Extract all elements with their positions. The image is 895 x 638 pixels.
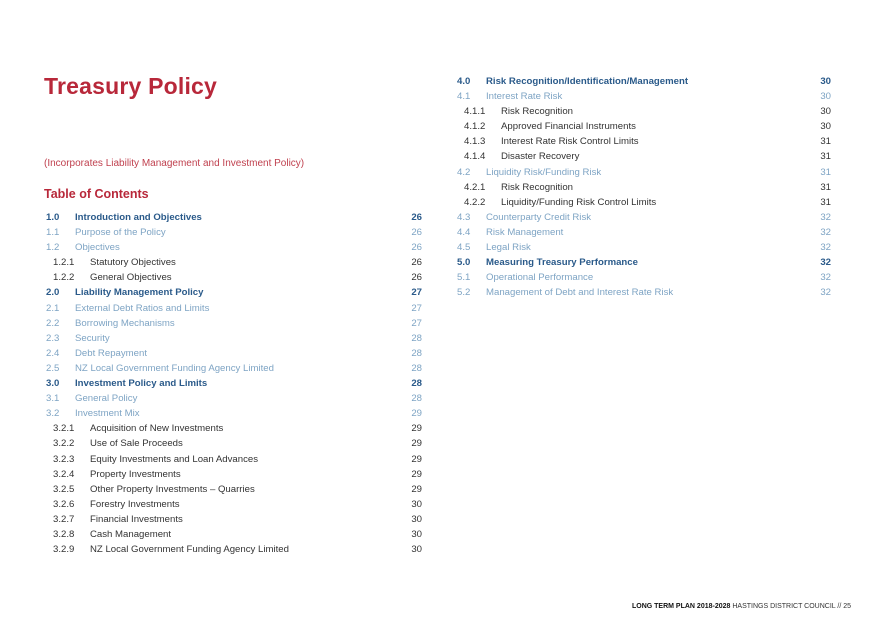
toc-entry-page: 29 [411,483,422,495]
toc-entry-page: 30 [411,513,422,525]
toc-entry[interactable] [44,376,422,391]
footer-plan-title: LONG TERM PLAN 2018-2028 [631,603,731,610]
toc-entry[interactable] [44,270,422,285]
toc-entry-number: 4.0 [457,76,471,87]
toc-entry[interactable] [455,225,831,240]
toc-entry[interactable] [44,391,422,406]
toc-entry[interactable] [455,270,831,285]
toc-entry-number: 3.2.7 [53,513,75,525]
toc-entry-number: 2.1 [46,302,60,314]
toc-entry-label: General Policy [75,393,138,405]
toc-entry-number: 1.2.2 [53,272,75,284]
toc-entry[interactable] [44,225,422,240]
toc-entry-number: 2.2 [46,317,60,329]
toc-entry[interactable] [44,285,422,300]
toc-entry-number: 2.0 [46,287,60,299]
toc-entry[interactable] [455,180,831,195]
toc-entry[interactable] [44,436,422,451]
toc-entry-page: 27 [411,287,422,299]
toc-entry[interactable] [455,195,831,210]
toc-entry-page: 28 [411,332,422,344]
toc-entry-number: 1.2.1 [53,257,75,269]
toc-entry-page: 27 [411,302,422,314]
toc-entry-number: 5.0 [457,257,471,269]
toc-entry-label: Risk Recognition/Identification/Management [486,76,689,87]
toc-entry-page: 29 [411,453,422,465]
toc-entry[interactable] [44,331,422,346]
toc-entry-number: 3.2.4 [53,468,75,480]
toc-entry-page: 32 [820,242,831,254]
toc-entry-number: 5.1 [457,272,471,284]
toc-entry-label: General Objectives [90,272,172,284]
toc-entry-label: Investment Mix [75,408,140,420]
toc-entry-page: 26 [411,272,422,284]
toc-entry[interactable] [44,210,422,225]
toc-entry-label: Forestry Investments [90,498,180,510]
toc-entry-page: 29 [411,468,422,480]
toc-entry[interactable] [44,452,422,467]
toc-entry[interactable] [455,165,831,180]
toc-entry-page: 29 [411,408,422,420]
toc-entry[interactable] [44,406,422,421]
toc-entry-page: 31 [820,151,831,163]
toc-entry-number: 3.2 [46,408,60,420]
toc-entry-label: Counterparty Credit Risk [486,211,592,223]
toc-entry-number: 2.4 [46,347,60,359]
toc-entry-page: 26 [411,242,422,254]
toc-entry-label: Risk Recognition [501,106,573,118]
toc-entry-number: 1.1 [46,227,60,239]
toc-entry-number: 3.2.3 [53,453,75,465]
toc-entry-page: 28 [411,347,422,359]
toc-entry-number: 3.2.9 [53,544,75,556]
toc-entry-label: Introduction and Objectives [75,212,202,223]
toc-entry[interactable] [44,240,422,255]
toc-entry-page: 31 [820,136,831,148]
toc-entry[interactable] [455,119,831,134]
toc-entry-number: 4.2.1 [464,181,486,193]
toc-entry-number: 4.1.2 [464,121,486,133]
toc-entry-number: 4.1 [457,91,471,103]
toc-entry[interactable] [455,134,831,149]
toc-entry-label: NZ Local Government Funding Agency Limited [75,362,274,374]
toc-entry[interactable] [44,467,422,482]
toc-entry-label: Equity Investments and Loan Advances [90,453,258,465]
toc-entry-label: Liquidity Risk/Funding Risk [486,166,602,178]
toc-entry-label: Other Property Investments – Quarries [90,483,255,495]
toc-entry-number: 3.1 [46,393,60,405]
toc-entry-label: Purpose of the Policy [75,227,166,239]
toc-entry-number: 4.4 [457,226,471,238]
toc-entry[interactable] [455,240,831,255]
toc-entry[interactable] [44,482,422,497]
toc-entry[interactable] [455,285,831,300]
toc-entry-number: 4.1.4 [464,151,486,163]
toc-entry-number: 4.3 [457,211,471,223]
toc-entry-number: 4.5 [457,242,471,254]
toc-entry-label: Debt Repayment [75,347,147,359]
toc-entry-number: 5.2 [457,287,471,299]
toc-entry-page: 30 [820,121,831,133]
toc-entry-page: 28 [411,362,422,374]
toc-entry-label: Investment Policy and Limits [75,378,208,390]
toc-entry-page: 29 [411,423,422,435]
toc-entry[interactable] [44,361,422,376]
toc-entry[interactable] [44,421,422,436]
toc-entry-number: 4.2.2 [464,196,486,208]
toc-entry-page: 32 [820,272,831,284]
toc-entry-page: 31 [820,196,831,208]
toc-entry-page: 31 [820,166,831,178]
toc-entry-page: 31 [820,181,831,193]
toc-entry-label: Objectives [75,242,120,254]
toc-entry-number: 3.2.8 [53,528,75,540]
toc-entry-page: 26 [411,212,422,223]
toc-entry-page: 32 [820,287,831,299]
toc-entry-number: 2.5 [46,362,60,374]
toc-entry-label: Interest Rate Risk [486,91,563,103]
toc-entry-label: Liquidity/Funding Risk Control Limits [501,196,657,208]
toc-entry-label: Disaster Recovery [501,151,580,163]
toc-entry-number: 3.2.1 [53,423,75,435]
toc-entry-number: 3.2.2 [53,438,75,450]
toc-entry[interactable] [455,89,831,104]
toc-entry-label: Use of Sale Proceeds [90,438,183,450]
toc-entry-label: Legal Risk [486,242,531,254]
toc-entry-page: 28 [411,393,422,405]
toc-entry-label: Statutory Objectives [90,257,176,269]
toc-entry-number: 1.2 [46,242,60,254]
toc-entry-label: NZ Local Government Funding Agency Limited [90,544,289,556]
toc-entry-label: Financial Investments [90,513,183,525]
toc-entry-page: 27 [411,317,422,329]
toc-entry-page: 30 [411,528,422,540]
toc-entry-page: 30 [411,498,422,510]
toc-entry-label: External Debt Ratios and Limits [75,302,210,314]
toc-entry-number: 1.0 [46,212,60,223]
toc-entry[interactable] [455,149,831,164]
toc-entry-label: Measuring Treasury Performance [486,257,638,269]
toc-entry[interactable] [455,255,831,270]
toc-entry-label: Cash Management [90,528,172,540]
toc-entry-number: 3.0 [46,378,60,390]
toc-entry-page: 30 [820,106,831,118]
toc-entry-page: 30 [411,544,422,556]
toc-entry[interactable] [44,542,422,557]
toc-right-column [455,74,831,300]
toc-entry-page: 26 [411,227,422,239]
toc-entry[interactable] [455,210,831,225]
toc-entry-page: 30 [820,91,831,103]
toc-entry[interactable] [44,527,422,542]
toc-entry-label: Risk Recognition [501,181,573,193]
toc-entry-label: Borrowing Mechanisms [75,317,175,329]
toc-entry[interactable] [44,346,422,361]
toc-left-column [44,210,422,557]
toc-entry-page: 32 [820,226,831,238]
toc-entry-number: 4.1.1 [464,106,486,118]
toc-entry-label: Interest Rate Risk Control Limits [501,136,639,148]
toc-entry-label: Security [75,332,110,344]
toc-entry-label: Property Investments [90,468,181,480]
toc-entry[interactable] [455,74,831,89]
toc-entry-label: Risk Management [486,226,564,238]
toc-entry[interactable] [44,497,422,512]
toc-entry-number: 4.2 [457,166,471,178]
toc-entry-page: 30 [820,76,831,87]
toc-entry[interactable] [44,512,422,527]
toc-entry[interactable] [44,255,422,270]
toc-entry-number: 4.1.3 [464,136,486,148]
toc-entry-label: Approved Financial Instruments [501,121,636,133]
toc-entry-label: Operational Performance [486,272,594,284]
page-subtitle: (Incorporates Liability Management and Investment Policy) [44,158,305,169]
toc-entry[interactable] [455,104,831,119]
toc-entry-label: Liability Management Policy [75,287,204,299]
toc-heading: Table of Contents [44,187,149,201]
toc-entry-page: 28 [411,378,422,390]
toc-entry-number: 3.2.5 [53,483,75,495]
toc-entry-page: 29 [411,438,422,450]
toc-entry-page: 32 [820,257,831,269]
toc-entry-label: Management of Debt and Interest Rate Risk [486,287,674,299]
toc-entry[interactable] [44,316,422,331]
toc-entry-page: 32 [820,211,831,223]
toc-entry-label: Acquisition of New Investments [90,423,224,435]
footer-council-page: HASTINGS DISTRICT COUNCIL // 25 [732,603,851,610]
page-footer [632,603,851,610]
toc-entry-page: 26 [411,257,422,269]
toc-entry-number: 3.2.6 [53,498,75,510]
toc-entry[interactable] [44,301,422,316]
page-title: Treasury Policy [44,73,218,99]
toc-entry-number: 2.3 [46,332,60,344]
